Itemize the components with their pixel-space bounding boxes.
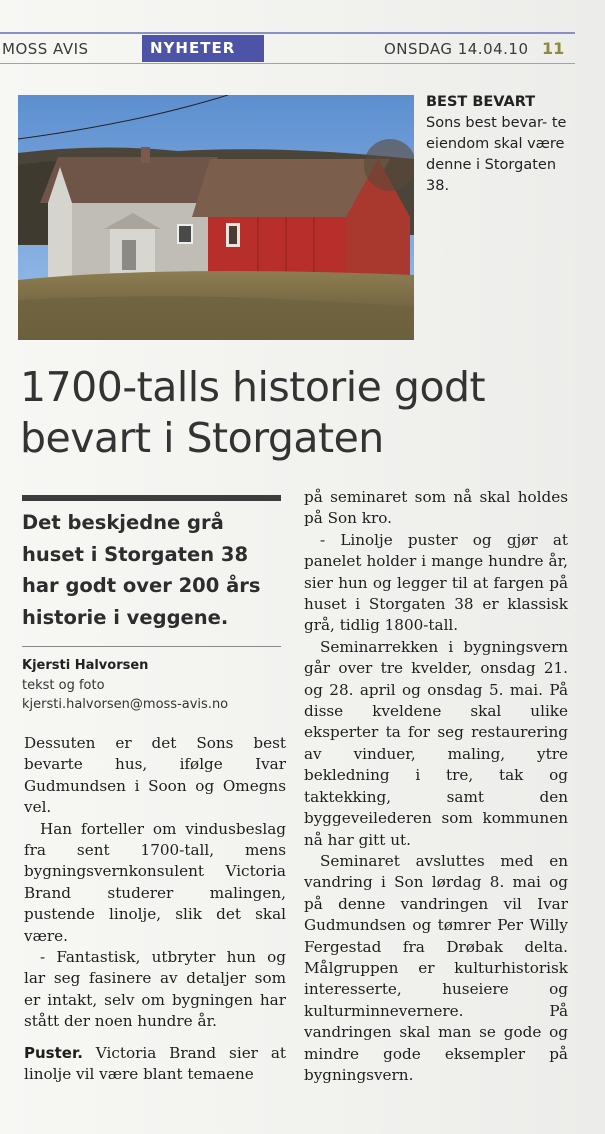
page-header	[0, 30, 575, 66]
body-paragraph: - Linolje puster og gjør at panelet holder i mange hundre år, sier hun og legger til at fargen på huset i Storgaten 38 er klassisk grå, tidlig 1800-tall.	[304, 530, 568, 635]
body-paragraph: Dessuten er det Sons best bevarte hus, ifølge Ivar Gudmundsen i Soon og Omegns vel.	[24, 734, 286, 817]
issue-date: ONSDAG 14.04.10	[384, 40, 529, 58]
ingress-top-rule	[22, 495, 281, 501]
section-tag: NYHETER	[142, 35, 264, 62]
subhead: Puster.	[24, 1043, 83, 1062]
article-headline: 1700-talls historie godt bevart i Storgaten	[20, 363, 486, 462]
body-paragraph: Han forteller om vindusbeslag fra sent 1700-tall, mens bygningsvernkonsulent Victoria Brand studerer malingen, pustende linolje, slik det skal være.	[24, 819, 286, 945]
author-name: Kjersti Halvorsen	[22, 658, 149, 673]
header-bottom-rule	[0, 63, 575, 64]
header-top-rule	[0, 32, 575, 34]
body-column-right	[304, 487, 568, 1086]
subhead-text: Victoria Brand sier at linolje vil være blant temaene	[24, 1043, 286, 1084]
article-ingress: Det beskjedne grå huset i Storgaten 38 har godt over 200 års historie i veggene.	[22, 511, 261, 629]
byline-rule	[22, 646, 281, 647]
body-paragraph: Seminarrekken i bygningsvern går over tre kvelder, onsdag 21. og 28. april og onsdag 5. mai. På disse kveldene skal ulike eksperter ta for seg restaurering av vinduer, maling, ytre bekledning i tre, tak og taktekking, samt den byggeveilederen som kommunen nå har gitt ut.	[304, 637, 568, 849]
paper-name: MOSS AVIS	[2, 40, 89, 58]
author-email: kjersti.halvorsen@moss-avis.no	[22, 697, 229, 712]
photo-caption	[426, 92, 576, 197]
body-paragraph: Seminaret avsluttes med en vandring i Son lørdag 8. mai og på denne vandringen vil Ivar Gudmundsen og tømrer Per Willy Fergestad fra Drøbak delta. Målgruppen er kulturhistorisk interesserte, huseiere og kulturminnevernere. På vandringen skal man se gode og mindre gode eksempler på bygningsvern.	[304, 851, 568, 1084]
byline	[22, 656, 284, 714]
house-photo	[18, 95, 414, 340]
body-paragraph: - Fantastisk, utbryter hun og lar seg fasinere av detaljer som er intakt, selv om bygningen har stått der noen hundre år.	[24, 948, 286, 1031]
body-paragraph-subhead	[24, 1043, 286, 1086]
author-role: tekst og foto	[22, 678, 105, 693]
page-number: 11	[542, 39, 565, 58]
caption-text: Sons best bevar- te eiendom skal være denne i Storgaten 38.	[426, 115, 567, 194]
body-paragraph: på seminaret som nå skal holdes på Son kro.	[304, 488, 568, 528]
caption-title: BEST BEVART	[426, 94, 536, 110]
body-column-left	[24, 733, 286, 1086]
